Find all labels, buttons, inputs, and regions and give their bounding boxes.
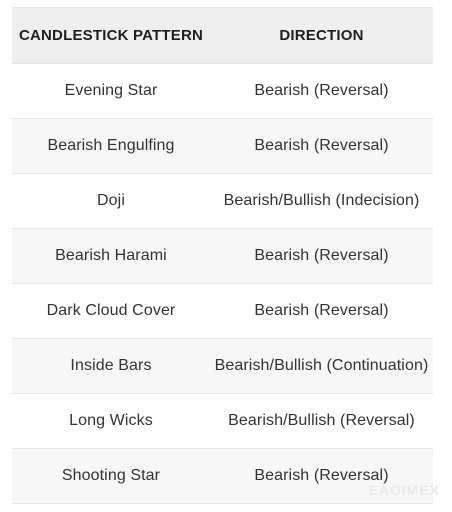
direction-cell: Bearish (Reversal) [254, 82, 389, 99]
direction-cell: Bearish/Bullish (Indecision) [223, 192, 420, 209]
pattern-cell: Long Wicks [69, 412, 153, 429]
table-row [12, 229, 433, 284]
direction-cell: Bearish/Bullish (Reversal) [228, 412, 415, 429]
direction-cell: Bearish/Bullish (Continuation) [214, 357, 429, 374]
column-header-direction: DIRECTION [279, 27, 364, 44]
pattern-cell: Doji [97, 192, 125, 209]
pattern-cell: Inside Bars [70, 357, 152, 374]
table-row [12, 119, 433, 174]
candlestick-pattern-table [12, 7, 433, 504]
table-row [12, 339, 433, 394]
direction-cell: Bearish (Reversal) [254, 137, 389, 154]
table-row [12, 284, 433, 339]
watermark-logo: ЕАОIMEX [368, 482, 440, 498]
direction-cell: Bearish (Reversal) [254, 302, 389, 319]
pattern-cell: Bearish Harami [55, 247, 167, 264]
table-row [12, 394, 433, 449]
pattern-cell: Bearish Engulfing [47, 137, 175, 154]
table-header-row [12, 8, 433, 64]
direction-cell: Bearish (Reversal) [254, 467, 389, 484]
pattern-cell: Dark Cloud Cover [46, 302, 176, 319]
pattern-cell: Evening Star [64, 82, 158, 99]
direction-cell: Bearish (Reversal) [254, 247, 389, 264]
table-row [12, 174, 433, 229]
pattern-cell: Shooting Star [61, 467, 161, 484]
column-header-pattern: CANDLESTICK PATTERN [18, 27, 204, 44]
table-row [12, 64, 433, 119]
